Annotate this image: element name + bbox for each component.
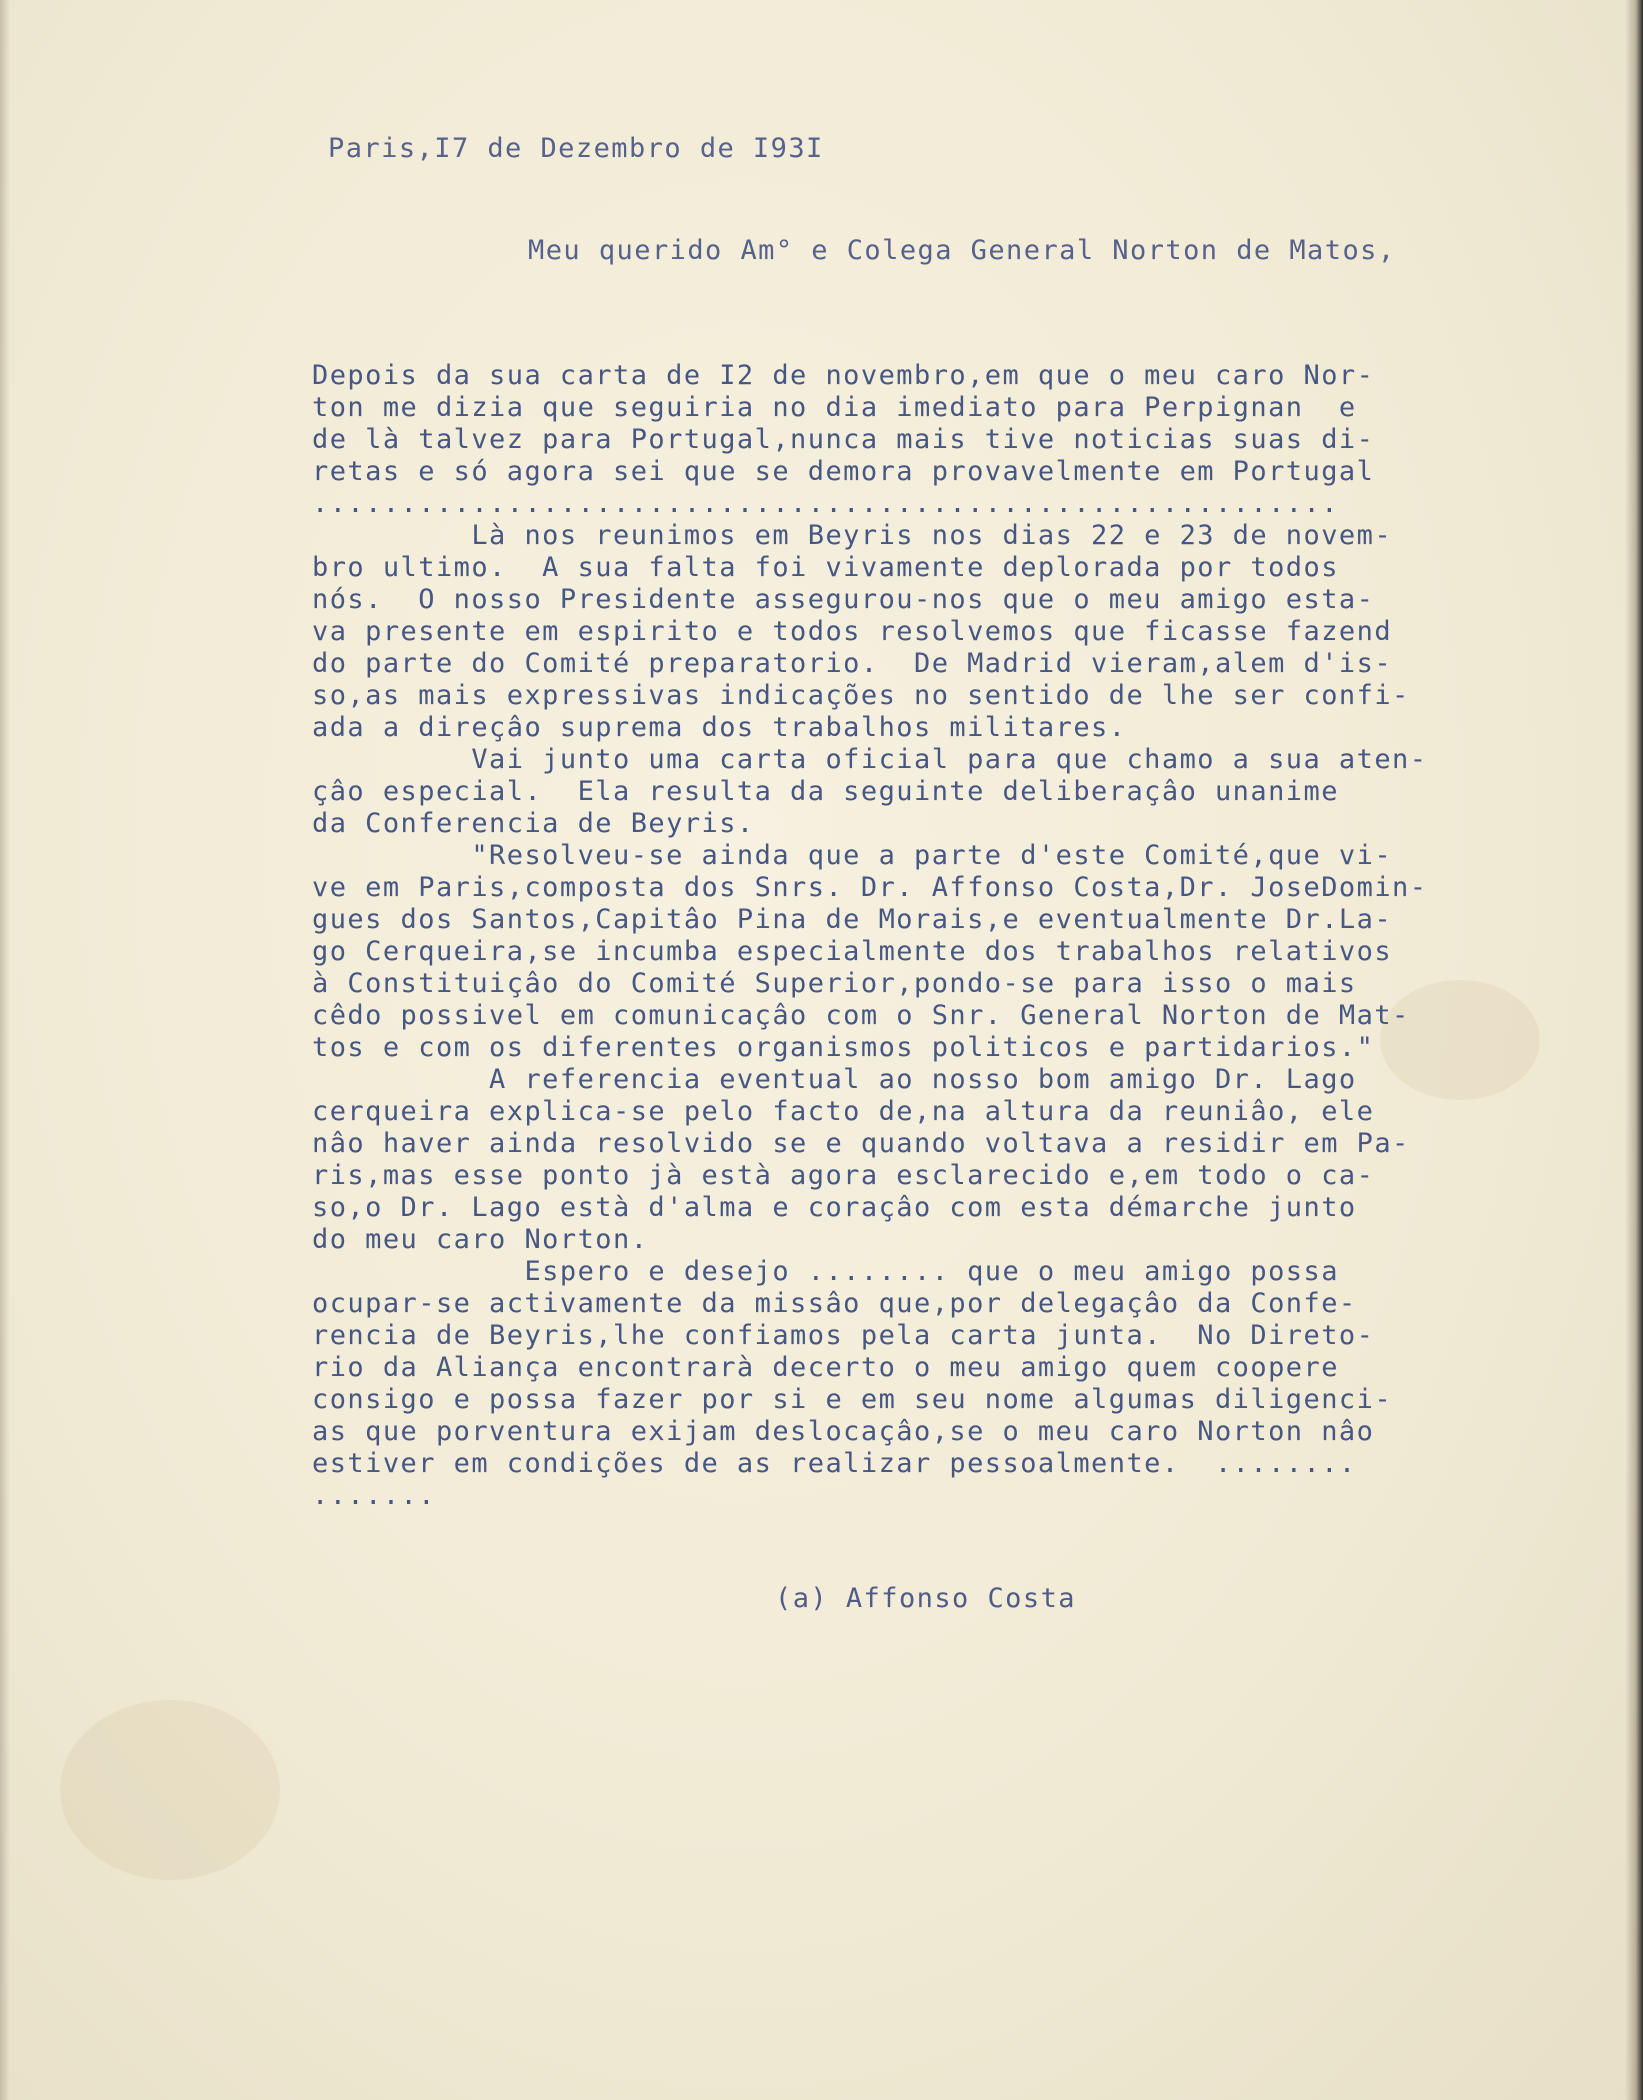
body-line: ton me dizia que seguiria no dia imediato para Perpignan e — [312, 392, 1357, 423]
body-line: go Cerqueira,se incumba especialmente dos trabalhos relativos — [312, 936, 1393, 967]
body-line: ada a direçâo suprema dos trabalhos militares. — [312, 712, 1127, 743]
paper-right-edge — [1625, 0, 1643, 2100]
body-line: à Constituiçâo do Comité Superior,pondo-se para isso o mais — [312, 968, 1357, 999]
body-line: estiver em condições de as realizar pessoalmente. ........ — [312, 1448, 1357, 1479]
body-line: do parte do Comité preparatorio. De Madrid vieram,alem d'is- — [312, 648, 1393, 679]
paper-left-edge — [0, 0, 10, 2100]
body-line: "Resolveu-se ainda que a parte d'este Comité,que vi- — [312, 840, 1393, 871]
body-line: cêdo possivel em comunicaçâo com o Snr. General Norton de Mat- — [312, 1000, 1410, 1031]
body-line: tos e com os diferentes organismos politicos e partidarios." — [312, 1032, 1375, 1063]
letter-signature: (a) Affonso Costa — [775, 1583, 1076, 1614]
body-line-dots: ....... — [312, 1480, 436, 1511]
body-line: Là nos reunimos em Beyris nos dias 22 e 23 de novem- — [312, 520, 1393, 551]
body-line: bro ultimo. A sua falta foi vivamente deplorada por todos — [312, 552, 1339, 583]
body-line: consigo e possa fazer por si e em seu nome algumas diligenci- — [312, 1384, 1393, 1415]
body-line: Depois da sua carta de I2 de novembro,em que o meu caro Nor- — [312, 360, 1375, 391]
body-line: çâo especial. Ela resulta da seguinte deliberaçâo unanime — [312, 776, 1339, 807]
body-line: nâo haver ainda resolvido se e quando voltava a residir em Pa- — [312, 1128, 1410, 1159]
body-line: ris,mas esse ponto jà està agora esclarecido e,em todo o ca- — [312, 1160, 1375, 1191]
body-line: da Conferencia de Beyris. — [312, 808, 755, 839]
letter-salutation: Meu querido Am° e Colega General Norton de Matos, — [528, 235, 1396, 266]
body-line: Espero e desejo ........ que o meu amigo possa — [312, 1256, 1339, 1287]
body-line: so,o Dr. Lago està d'alma e coraçâo com esta démarche junto — [312, 1192, 1357, 1223]
body-line: Vai junto uma carta oficial para que chamo a sua aten- — [312, 744, 1428, 775]
body-line: do meu caro Norton. — [312, 1224, 649, 1255]
letter-body — [312, 360, 1562, 1512]
letter-date: Paris,I7 de Dezembro de I93I — [328, 133, 824, 164]
body-line: ve em Paris,composta dos Snrs. Dr. Affonso Costa,Dr. JoseDomin- — [312, 872, 1428, 903]
body-line-dots: .......................................................... — [312, 488, 1339, 519]
body-line: ocupar-se activamente da missâo que,por delegaçâo da Confe- — [312, 1288, 1357, 1319]
body-line: nós. O nosso Presidente assegurou-nos que o meu amigo esta- — [312, 584, 1375, 615]
body-line: rencia de Beyris,lhe confiamos pela carta junta. No Direto- — [312, 1320, 1375, 1351]
body-line: so,as mais expressivas indicações no sentido de lhe ser confi- — [312, 680, 1410, 711]
paper-stain — [60, 1700, 280, 1880]
body-line: rio da Aliança encontrarà decerto o meu amigo quem coopere — [312, 1352, 1339, 1383]
body-line: va presente em espirito e todos resolvemos que ficasse fazend — [312, 616, 1393, 647]
body-line: retas e só agora sei que se demora provavelmente em Portugal — [312, 456, 1375, 487]
body-line: cerqueira explica-se pelo facto de,na altura da reuniâo, ele — [312, 1096, 1375, 1127]
body-line: gues dos Santos,Capitâo Pina de Morais,e eventualmente Dr.La- — [312, 904, 1393, 935]
body-line: de là talvez para Portugal,nunca mais tive noticias suas di- — [312, 424, 1375, 455]
body-line: as que porventura exijam deslocaçâo,se o meu caro Norton nâo — [312, 1416, 1375, 1447]
body-line: A referencia eventual ao nosso bom amigo Dr. Lago — [312, 1064, 1357, 1095]
